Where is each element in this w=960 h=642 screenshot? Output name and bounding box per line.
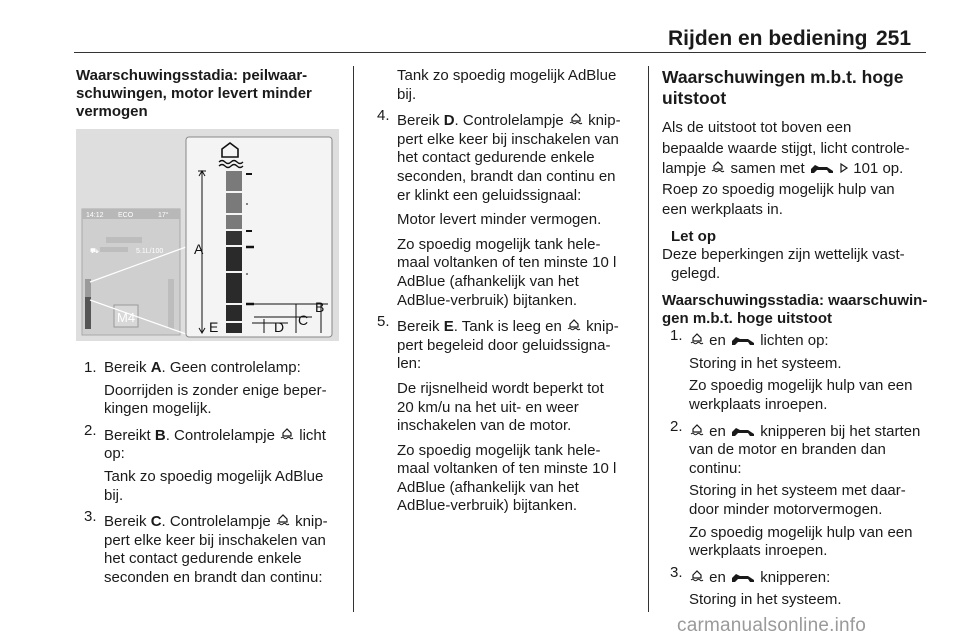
list-item: 5. Bereik E. Tank is leeg en knip- pert begeleid door geluidssigna- len: De rijsnelheid wordt beperkt tot 20 km/u na het uit- en weer inschakelen van de motor. Zo spoedig mogelijk tank hele- maal voltanken of ten minste 10 l AdBlue (afhankelijk van het AdBlue-verbruik) bijtanken. <box>377 313 619 515</box>
list-item: 1. Bereik A. Geen controlelamp: Doorrijden is zonder enige beper- kingen mogelijk. <box>84 359 327 418</box>
engine-warning-icon <box>730 425 756 437</box>
subheading-high-emission-stages: Waarschuwingsstadia: waarschuwin- gen m.b.t. hoge uitstoot <box>662 292 928 328</box>
list-item: 2. en knipperen bij het starten van de motor en branden dan continu: Storing in het systeem met daar- door minder motorvermogen. Zo spoedig mogelijk hulp van een werkplaats inroepen. <box>670 417 921 560</box>
display-car-icon: ⛟ <box>90 248 99 255</box>
display-consumption: 5.1L/100 <box>136 248 164 255</box>
display-mode: ECO <box>118 212 134 219</box>
display-gear: M4 <box>117 310 136 325</box>
intro-paragraph: Als de uitstoot tot boven een bepaalde waarde stijgt, licht controle- lampje samen met 101 op. Roep zo spoedig mogelijk hulp van een werkplaats in. <box>662 119 910 218</box>
range-label-b: B <box>315 299 325 315</box>
display-temperature: 17° <box>158 212 169 219</box>
column-1 <box>76 67 346 121</box>
list-item: 3. Bereik C. Controlelampje knip- pert elke keer bij inschakelen van het contact gedurende enkele seconden en brandt dan continu: <box>84 508 328 586</box>
column-3 <box>662 67 932 610</box>
column-1-list <box>76 359 346 588</box>
engine-warning-icon <box>730 334 756 346</box>
engine-warning-icon <box>809 162 835 174</box>
adblue-warning-icon <box>710 160 726 174</box>
adblue-level-figure <box>76 129 339 341</box>
column-divider-1 <box>353 66 354 612</box>
note-box: Let op Deze beperkingen zijn wettelijk vast- gelegd. <box>662 227 905 282</box>
range-label-d: D <box>274 319 285 335</box>
column-divider-2 <box>648 66 649 612</box>
engine-warning-icon <box>730 571 756 583</box>
list-item: 2. Bereikt B. Controlelampje licht op: Tank zo spoedig mogelijk AdBlue bij. <box>84 421 326 504</box>
section-heading-high-emission: Waarschuwingen m.b.t. hoge uitstoot <box>662 67 904 108</box>
page-number: 251 <box>876 27 912 50</box>
column-2 <box>369 67 644 516</box>
adblue-warning-icon <box>566 318 582 332</box>
list-item: 4. Bereik D. Controlelampje knip- pert elke keer bij inschakelen van het contact gedurende enkele seconden, brandt dan continu en er klinkt een geluidssignaal: Motor levert minder vermogen. Zo spoedig mogelijk tank hele- maal voltanken of ten minste 10 l AdBlue (afhankelijk van het AdBlue-verbruik) bijtanken. <box>377 107 621 309</box>
page-header-title: Rijden en bediening <box>668 27 868 50</box>
header-rule <box>74 52 926 53</box>
list-item: 1. en lichten op: Storing in het systeem. Zo spoedig mogelijk hulp van een werkplaats inroepen. <box>670 327 913 414</box>
adblue-warning-icon <box>279 427 295 441</box>
list-item: 3. en knipperen: Storing in het systeem. <box>670 563 842 609</box>
adblue-warning-icon <box>689 569 705 583</box>
adblue-warning-icon <box>689 332 705 346</box>
range-label-a: A <box>194 241 204 257</box>
watermark: carmanualsonline.info <box>677 615 867 636</box>
display-time: 14:12 <box>86 212 104 219</box>
range-label-e: E <box>209 319 219 335</box>
adblue-warning-icon <box>689 423 705 437</box>
continued-text: Tank zo spoedig mogelijk AdBlue bij. <box>397 67 617 103</box>
section-heading-warning-stages: Waarschuwingsstadia: peilwaar- schuwingen, motor levert minder vermogen <box>76 67 312 120</box>
adblue-warning-icon <box>275 513 291 527</box>
page-reference-icon <box>839 162 849 174</box>
adblue-gauge-illustration <box>76 129 339 341</box>
range-label-c: C <box>298 312 309 328</box>
adblue-warning-icon <box>568 112 584 126</box>
